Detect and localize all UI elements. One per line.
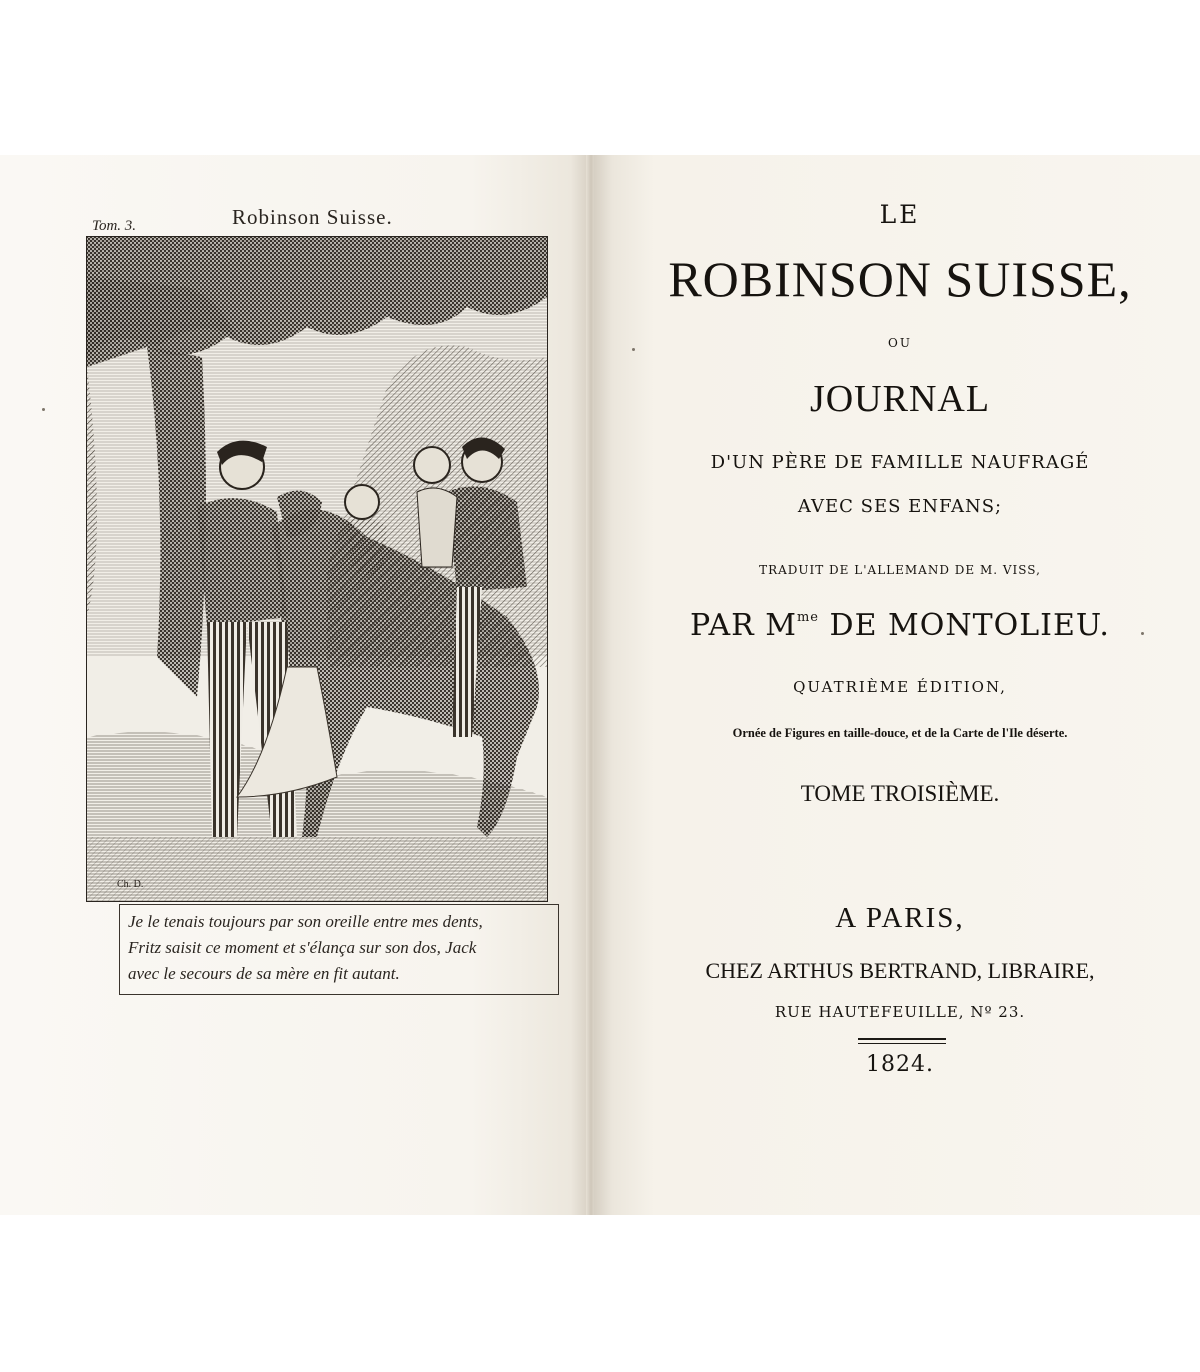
publication-city: A PARIS, <box>835 902 965 934</box>
publisher-address: RUE HAUTEFEUILLE, Nº 23. <box>774 1003 1026 1021</box>
book-title: ROBINSON SUISSE, <box>668 251 1132 307</box>
volume-line: TOME TROISIÈME. <box>800 781 1000 806</box>
caption-line-1: Je le tenais toujours par son oreille entre mes dents, <box>128 912 483 931</box>
author-line <box>610 608 1190 643</box>
publisher-line: CHEZ ARTHUS BERTRAND, LIBRAIRE, <box>705 958 1095 983</box>
subtitle-line-2: AVEC SES ENFANS; <box>797 496 1003 517</box>
author-name: DE MONTOLIEU. <box>819 608 1110 643</box>
illustrations-note: Ornée de Figures en taille-douce, et de la Carte de l'Ile déserte. <box>732 726 1068 740</box>
translation-credit: TRADUIT DE L'ALLEMAND DE M. VISS, <box>759 563 1041 577</box>
paper-speck <box>42 408 45 411</box>
subtitle-line-1: D'UN PÈRE DE FAMILLE NAUFRAGÉ <box>710 452 1090 473</box>
title-journal: JOURNAL <box>809 378 991 420</box>
plate-header <box>92 205 552 235</box>
engraving-caption <box>119 904 559 995</box>
title-ou: OU <box>888 336 912 350</box>
publication-year: 1824. <box>866 1052 934 1077</box>
title-le: LE <box>879 200 921 229</box>
author-title-sup: me <box>796 610 820 625</box>
engraving-illustration <box>87 237 547 901</box>
caption-line-2: Fritz saisit ce moment et s'élança sur son dos, Jack <box>128 938 477 957</box>
paper-speck <box>1141 632 1144 635</box>
caption-line-3: avec le secours de sa mère en fit autant. <box>128 964 400 983</box>
plate-title: Robinson Suisse. <box>232 205 393 229</box>
author-prefix: PAR M <box>690 608 797 643</box>
paper-speck <box>632 348 635 351</box>
edition-line: QUATRIÈME ÉDITION, <box>793 678 1007 696</box>
svg-text:Ch. D.: Ch. D. <box>117 879 144 890</box>
double-rule-top <box>858 1038 946 1040</box>
tome-label: Tom. 3. <box>92 218 137 234</box>
double-rule-bottom <box>858 1043 946 1044</box>
frontispiece-engraving <box>86 236 548 902</box>
